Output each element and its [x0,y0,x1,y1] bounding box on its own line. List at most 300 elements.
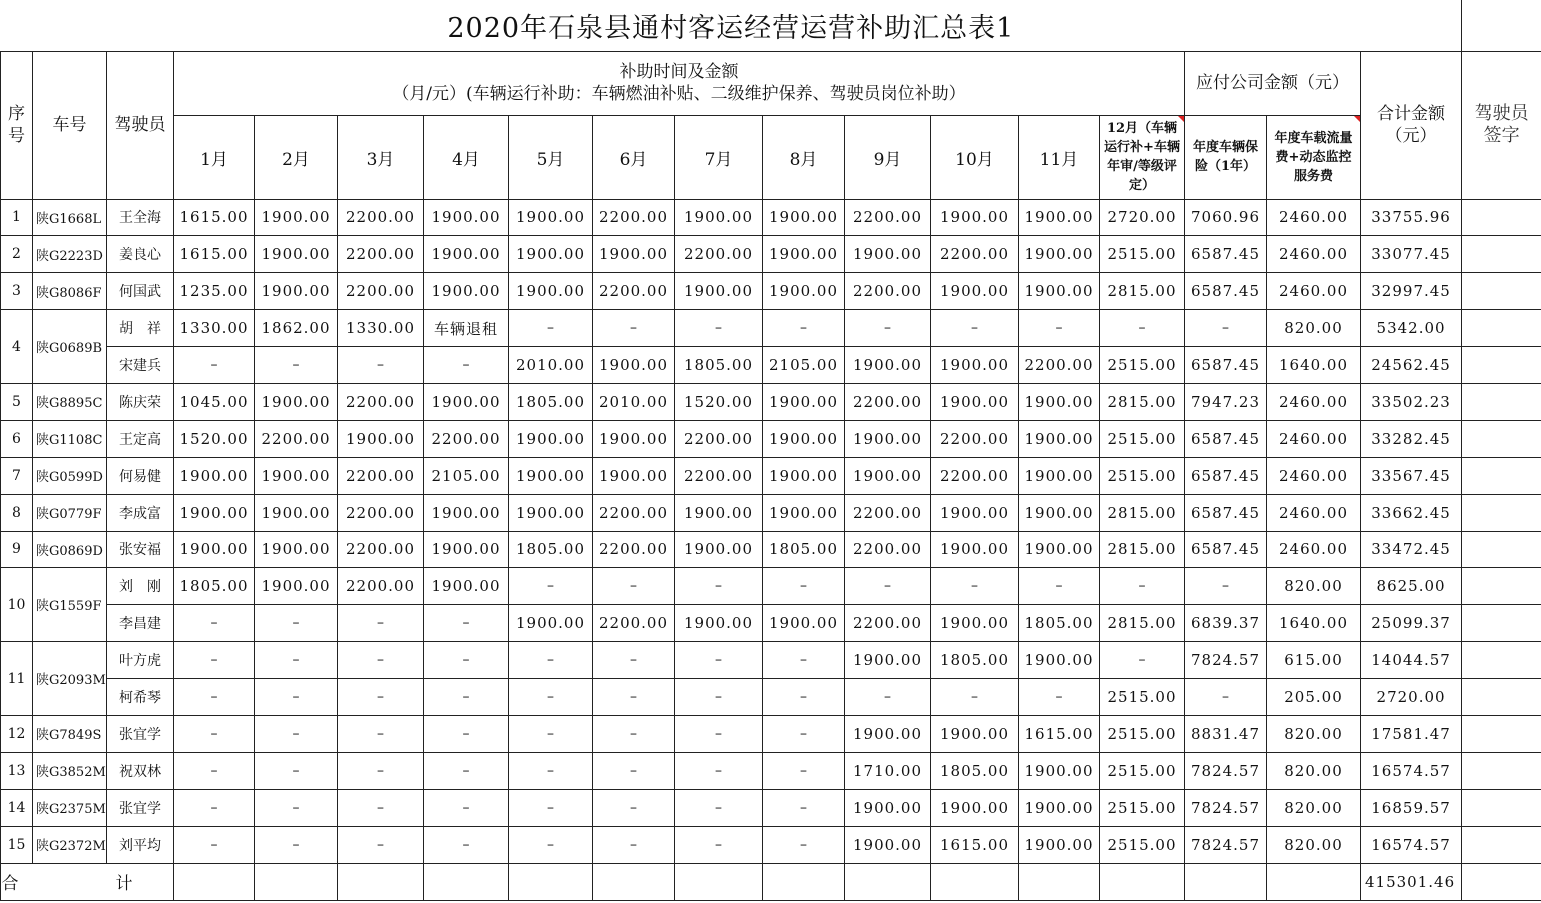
cell-month-4: – [424,752,509,789]
header-month-7: 7月 [675,115,763,199]
cell-month-2: 1900.00 [255,383,338,420]
cell-month-4: – [424,715,509,752]
cell-month-5: – [509,310,593,347]
header-traffic: 年度车载流量费+动态监控服务费 [1267,115,1361,199]
cell-signature[interactable] [1462,531,1541,568]
cell-month-1: – [174,679,255,716]
header-dec: 12月（车辆运行补+车辆年审/等级评定） [1100,115,1185,199]
total-row [1,863,1541,900]
cell-month-12: 2515.00 [1100,715,1185,752]
cell-month-11: 1900.00 [1019,273,1100,310]
cell-month-7: 1900.00 [675,605,763,642]
cell-month-12: 2720.00 [1100,199,1185,236]
cell-month-4: – [424,789,509,826]
cell-signature[interactable] [1462,752,1541,789]
cell-insurance: 7824.57 [1185,752,1267,789]
cell-month-11: 1900.00 [1019,199,1100,236]
table-row [1,310,1541,347]
cell-traffic: 615.00 [1267,642,1361,679]
table-row [1,531,1541,568]
cell-month-7: 1900.00 [675,273,763,310]
cell-driver: 何国武 [107,273,174,310]
cell-month-2: 1900.00 [255,457,338,494]
cell-month-5: 1900.00 [509,605,593,642]
cell-month-9: 2200.00 [845,494,931,531]
header-month-6: 6月 [593,115,675,199]
header-month-4: 4月 [424,115,509,199]
header-insurance: 年度车辆保险（1年） [1185,115,1267,199]
cell-month-5: 1900.00 [509,420,593,457]
cell-month-3: – [338,826,424,863]
cell-total: 8625.00 [1361,568,1462,605]
cell-month-9: 1900.00 [845,715,931,752]
cell-signature[interactable] [1462,310,1541,347]
cell-month-9: 1710.00 [845,752,931,789]
cell-month-2: – [255,715,338,752]
header-month-8: 8月 [763,115,845,199]
cell-total: 33567.45 [1361,457,1462,494]
cell-seq: 7 [1,457,33,494]
cell-month-10: 1900.00 [931,273,1019,310]
cell-month-3: 2200.00 [338,568,424,605]
header-subsidy-line2: （月/元）(车辆运行补助：车辆燃油补贴、二级维护保养、驾驶员岗位补助） [392,84,966,104]
total-empty-cell [1100,863,1185,900]
cell-traffic: 820.00 [1267,752,1361,789]
cell-plate: 陕G7849S [33,715,107,752]
cell-insurance: 6587.45 [1185,236,1267,273]
cell-month-11: 1900.00 [1019,789,1100,826]
cell-month-6: – [593,679,675,716]
cell-insurance: 8831.47 [1185,715,1267,752]
cell-seq: 12 [1,715,33,752]
cell-month-10: 1615.00 [931,826,1019,863]
header-month-5: 5月 [509,115,593,199]
cell-seq: 11 [1,642,33,716]
cell-driver: 张宜学 [107,715,174,752]
cell-month-2: – [255,605,338,642]
cell-month-7: – [675,642,763,679]
grand-total: 415301.46 [1361,863,1462,900]
cell-month-8: 1900.00 [763,236,845,273]
cell-month-4: 1900.00 [424,273,509,310]
cell-month-9: – [845,679,931,716]
cell-month-10: 1900.00 [931,789,1019,826]
cell-month-2: – [255,752,338,789]
cell-signature[interactable] [1462,383,1541,420]
cell-insurance: – [1185,310,1267,347]
cell-traffic: 2460.00 [1267,457,1361,494]
cell-month-1: – [174,715,255,752]
cell-seq: 14 [1,789,33,826]
cell-traffic: 2460.00 [1267,420,1361,457]
cell-driver: 陈庆荣 [107,383,174,420]
cell-month-11: 1900.00 [1019,642,1100,679]
cell-month-3: – [338,605,424,642]
cell-month-10: 2200.00 [931,457,1019,494]
cell-seq: 8 [1,494,33,531]
cell-month-8: 1805.00 [763,531,845,568]
cell-month-9: 1900.00 [845,826,931,863]
cell-month-2: 1900.00 [255,531,338,568]
header-month-10: 10月 [931,115,1019,199]
cell-total: 33502.23 [1361,383,1462,420]
cell-month-5: 1900.00 [509,273,593,310]
cell-month-5: 1805.00 [509,383,593,420]
cell-month-4: – [424,347,509,384]
cell-plate: 陕G8086F [33,273,107,310]
cell-month-12: 2815.00 [1100,531,1185,568]
cell-total: 5342.00 [1361,310,1462,347]
cell-month-7: – [675,752,763,789]
cell-month-10: 1805.00 [931,642,1019,679]
cell-month-12: 2815.00 [1100,273,1185,310]
cell-month-11: 1900.00 [1019,457,1100,494]
cell-month-10: 1900.00 [931,347,1019,384]
header-subsidy-group [174,51,1185,115]
header-subsidy-line1: 补助时间及金额 [619,62,739,82]
cell-insurance: 6839.37 [1185,605,1267,642]
cell-month-6: – [593,642,675,679]
cell-seq: 15 [1,826,33,863]
cell-month-10: 1900.00 [931,605,1019,642]
cell-traffic: 820.00 [1267,789,1361,826]
cell-insurance: 6587.45 [1185,494,1267,531]
cell-plate: 陕G0869D [33,531,107,568]
table-row [1,679,1541,716]
cell-insurance: 7060.96 [1185,199,1267,236]
cell-signature[interactable] [1462,605,1541,642]
table-row [1,199,1541,236]
cell-total: 33472.45 [1361,531,1462,568]
cell-month-1: 1805.00 [174,568,255,605]
cell-month-1: – [174,752,255,789]
cell-plate: 陕G0689B [33,310,107,384]
cell-month-3: 2200.00 [338,457,424,494]
cell-month-2: – [255,826,338,863]
cell-month-11: 1900.00 [1019,494,1100,531]
cell-month-6: 2200.00 [593,199,675,236]
cell-month-8: 2105.00 [763,347,845,384]
cell-total: 33755.96 [1361,199,1462,236]
cell-month-11: 1900.00 [1019,383,1100,420]
cell-month-8: 1900.00 [763,199,845,236]
cell-month-11: – [1019,568,1100,605]
cell-month-10: 1805.00 [931,752,1019,789]
cell-traffic: 2460.00 [1267,236,1361,273]
cell-month-7: 1900.00 [675,199,763,236]
cell-month-5: 1900.00 [509,457,593,494]
cell-driver: 叶方虎 [107,642,174,679]
cell-month-12: 2515.00 [1100,789,1185,826]
cell-traffic: 2460.00 [1267,199,1361,236]
cell-month-12: 2815.00 [1100,605,1185,642]
cell-seq: 2 [1,236,33,273]
cell-driver: 张安福 [107,531,174,568]
cell-month-9: 1900.00 [845,789,931,826]
cell-insurance: 7824.57 [1185,642,1267,679]
cell-month-5: – [509,642,593,679]
total-empty-cell [845,863,931,900]
table-row [1,383,1541,420]
cell-month-11: 1615.00 [1019,715,1100,752]
cell-month-6: – [593,826,675,863]
cell-month-8: 1900.00 [763,494,845,531]
cell-month-10: 2200.00 [931,236,1019,273]
cell-month-12: – [1100,568,1185,605]
cell-plate: 陕G8895C [33,383,107,420]
cell-month-11: – [1019,310,1100,347]
cell-month-5: 2010.00 [509,347,593,384]
cell-plate: 陕G0599D [33,457,107,494]
cell-month-3: – [338,789,424,826]
cell-traffic: 820.00 [1267,310,1361,347]
cell-month-11: 1900.00 [1019,531,1100,568]
cell-month-11: – [1019,679,1100,716]
cell-month-1: – [174,826,255,863]
cell-month-3: – [338,347,424,384]
cell-month-8: – [763,715,845,752]
cell-month-6: 1900.00 [593,347,675,384]
cell-signature[interactable] [1462,457,1541,494]
cell-month-3: 2200.00 [338,531,424,568]
cell-month-8: – [763,789,845,826]
cell-total: 25099.37 [1361,605,1462,642]
cell-month-8: – [763,568,845,605]
cell-month-12: 2815.00 [1100,494,1185,531]
cell-total: 33662.45 [1361,494,1462,531]
cell-month-8: – [763,826,845,863]
cell-month-4: 1900.00 [424,383,509,420]
cell-plate: 陕G2375M [33,789,107,826]
header-driver: 驾驶员 [107,51,174,199]
header-month-9: 9月 [845,115,931,199]
cell-month-6: 1900.00 [593,236,675,273]
cell-month-9: 2200.00 [845,273,931,310]
cell-insurance: 7824.57 [1185,826,1267,863]
cell-month-10: 2200.00 [931,420,1019,457]
cell-month-4: – [424,826,509,863]
table-title: 2020年石泉县通村客运经营运营补助汇总表1 [1,0,1462,51]
cell-month-7: – [675,310,763,347]
table-row [1,347,1541,384]
cell-month-3: 2200.00 [338,273,424,310]
cell-month-11: 1900.00 [1019,826,1100,863]
cell-signature[interactable] [1462,347,1541,384]
cell-month-2: 2200.00 [255,420,338,457]
cell-month-7: – [675,826,763,863]
cell-month-5: – [509,679,593,716]
cell-driver: 刘平均 [107,826,174,863]
cell-month-2: 1900.00 [255,494,338,531]
cell-month-9: – [845,568,931,605]
cell-month-10: 1900.00 [931,494,1019,531]
header-month-1: 1月 [174,115,255,199]
cell-month-1: 1900.00 [174,531,255,568]
cell-month-9: 2200.00 [845,383,931,420]
cell-month-5: 1900.00 [509,494,593,531]
cell-month-4: 2200.00 [424,420,509,457]
cell-month-11: 1900.00 [1019,236,1100,273]
cell-month-5: – [509,789,593,826]
cell-month-11: 1900.00 [1019,420,1100,457]
cell-traffic: 2460.00 [1267,531,1361,568]
cell-month-7: 2200.00 [675,457,763,494]
table-row [1,642,1541,679]
cell-month-9: – [845,310,931,347]
cell-plate: 陕G2223D [33,236,107,273]
cell-insurance: – [1185,568,1267,605]
header-month-11: 11月 [1019,115,1100,199]
cell-month-5: – [509,826,593,863]
cell-month-11: 1805.00 [1019,605,1100,642]
cell-month-12: 2515.00 [1100,347,1185,384]
total-empty-cell [593,863,675,900]
cell-month-8: – [763,752,845,789]
cell-month-12: 2515.00 [1100,236,1185,273]
cell-month-2: – [255,679,338,716]
header-total: 合计金额（元） [1361,51,1462,199]
cell-total: 2720.00 [1361,679,1462,716]
cell-total: 16574.57 [1361,752,1462,789]
total-empty-cell [424,863,509,900]
table-row [1,568,1541,605]
header-plate: 车号 [33,51,107,199]
cell-month-6: – [593,752,675,789]
cell-month-8: 1900.00 [763,273,845,310]
cell-month-4: – [424,642,509,679]
total-empty-cell [931,863,1019,900]
table-row [1,789,1541,826]
cell-month-6: 2010.00 [593,383,675,420]
cell-plate: 陕G2093M [33,642,107,716]
total-empty-cell [255,863,338,900]
cell-traffic: 205.00 [1267,679,1361,716]
cell-signature[interactable] [1462,273,1541,310]
cell-month-8: 1900.00 [763,420,845,457]
cell-total: 17581.47 [1361,715,1462,752]
cell-signature[interactable] [1462,679,1541,716]
cell-month-6: 2200.00 [593,273,675,310]
cell-month-4: 1900.00 [424,568,509,605]
cell-month-6: 2200.00 [593,605,675,642]
cell-month-2: 1900.00 [255,273,338,310]
cell-signature[interactable] [1462,789,1541,826]
cell-month-7: 1900.00 [675,531,763,568]
cell-traffic: 1640.00 [1267,347,1361,384]
cell-month-12: 2515.00 [1100,420,1185,457]
cell-month-3: – [338,642,424,679]
cell-month-9: 1900.00 [845,642,931,679]
cell-signature[interactable] [1462,568,1541,605]
cell-month-4: 车辆退租 [424,310,509,347]
cell-month-1: – [174,605,255,642]
cell-month-6: – [593,310,675,347]
cell-month-7: 1520.00 [675,383,763,420]
cell-month-8: 1900.00 [763,383,845,420]
cell-seq: 13 [1,752,33,789]
cell-month-2: 1900.00 [255,199,338,236]
cell-month-8: 1900.00 [763,605,845,642]
cell-seq: 6 [1,420,33,457]
cell-month-7: – [675,679,763,716]
cell-driver: 何易健 [107,457,174,494]
cell-insurance: 6587.45 [1185,347,1267,384]
cell-month-4: 1900.00 [424,494,509,531]
cell-month-1: – [174,642,255,679]
table-row [1,420,1541,457]
total-empty-cell [1019,863,1100,900]
cell-signature[interactable] [1462,826,1541,863]
cell-traffic: 2460.00 [1267,494,1361,531]
cell-signature[interactable] [1462,420,1541,457]
cell-signature[interactable] [1462,236,1541,273]
cell-month-5: 1900.00 [509,199,593,236]
cell-month-3: – [338,715,424,752]
cell-traffic: 2460.00 [1267,273,1361,310]
cell-month-4: 1900.00 [424,531,509,568]
cell-insurance: 6587.45 [1185,420,1267,457]
cell-plate: 陕G3852M [33,752,107,789]
table-row [1,457,1541,494]
cell-month-2: 1900.00 [255,568,338,605]
table-row [1,494,1541,531]
cell-month-2: – [255,642,338,679]
cell-month-6: 1900.00 [593,420,675,457]
cell-signature[interactable] [1462,642,1541,679]
cell-month-1: – [174,347,255,384]
cell-month-12: 2515.00 [1100,752,1185,789]
cell-month-9: 2200.00 [845,605,931,642]
cell-month-11: 1900.00 [1019,752,1100,789]
cell-month-12: – [1100,310,1185,347]
cell-signature[interactable] [1462,494,1541,531]
cell-seq: 1 [1,199,33,236]
cell-month-1: 1235.00 [174,273,255,310]
cell-month-3: 2200.00 [338,199,424,236]
cell-month-7: – [675,715,763,752]
total-empty-cell [763,863,845,900]
cell-signature[interactable] [1462,715,1541,752]
cell-plate: 陕G2372M [33,826,107,863]
cell-insurance: 7947.23 [1185,383,1267,420]
cell-insurance: 6587.45 [1185,457,1267,494]
cell-total: 24562.45 [1361,347,1462,384]
cell-month-3: 2200.00 [338,236,424,273]
cell-month-1: 1900.00 [174,494,255,531]
cell-month-7: 2200.00 [675,420,763,457]
cell-driver: 刘 刚 [107,568,174,605]
cell-plate: 陕G1108C [33,420,107,457]
cell-month-3: – [338,679,424,716]
cell-seq: 5 [1,383,33,420]
cell-month-6: – [593,568,675,605]
cell-seq: 9 [1,531,33,568]
cell-month-7: – [675,789,763,826]
cell-month-6: 2200.00 [593,531,675,568]
cell-month-1: 1900.00 [174,457,255,494]
cell-month-8: – [763,642,845,679]
cell-month-2: – [255,347,338,384]
cell-month-12: 2815.00 [1100,383,1185,420]
cell-month-9: 1900.00 [845,457,931,494]
table-row [1,236,1541,273]
cell-plate: 陕G0779F [33,494,107,531]
cell-plate: 陕G1559F [33,568,107,642]
cell-driver: 张宜学 [107,789,174,826]
cell-signature[interactable] [1462,199,1541,236]
cell-month-9: 2200.00 [845,531,931,568]
cell-month-12: 2515.00 [1100,826,1185,863]
